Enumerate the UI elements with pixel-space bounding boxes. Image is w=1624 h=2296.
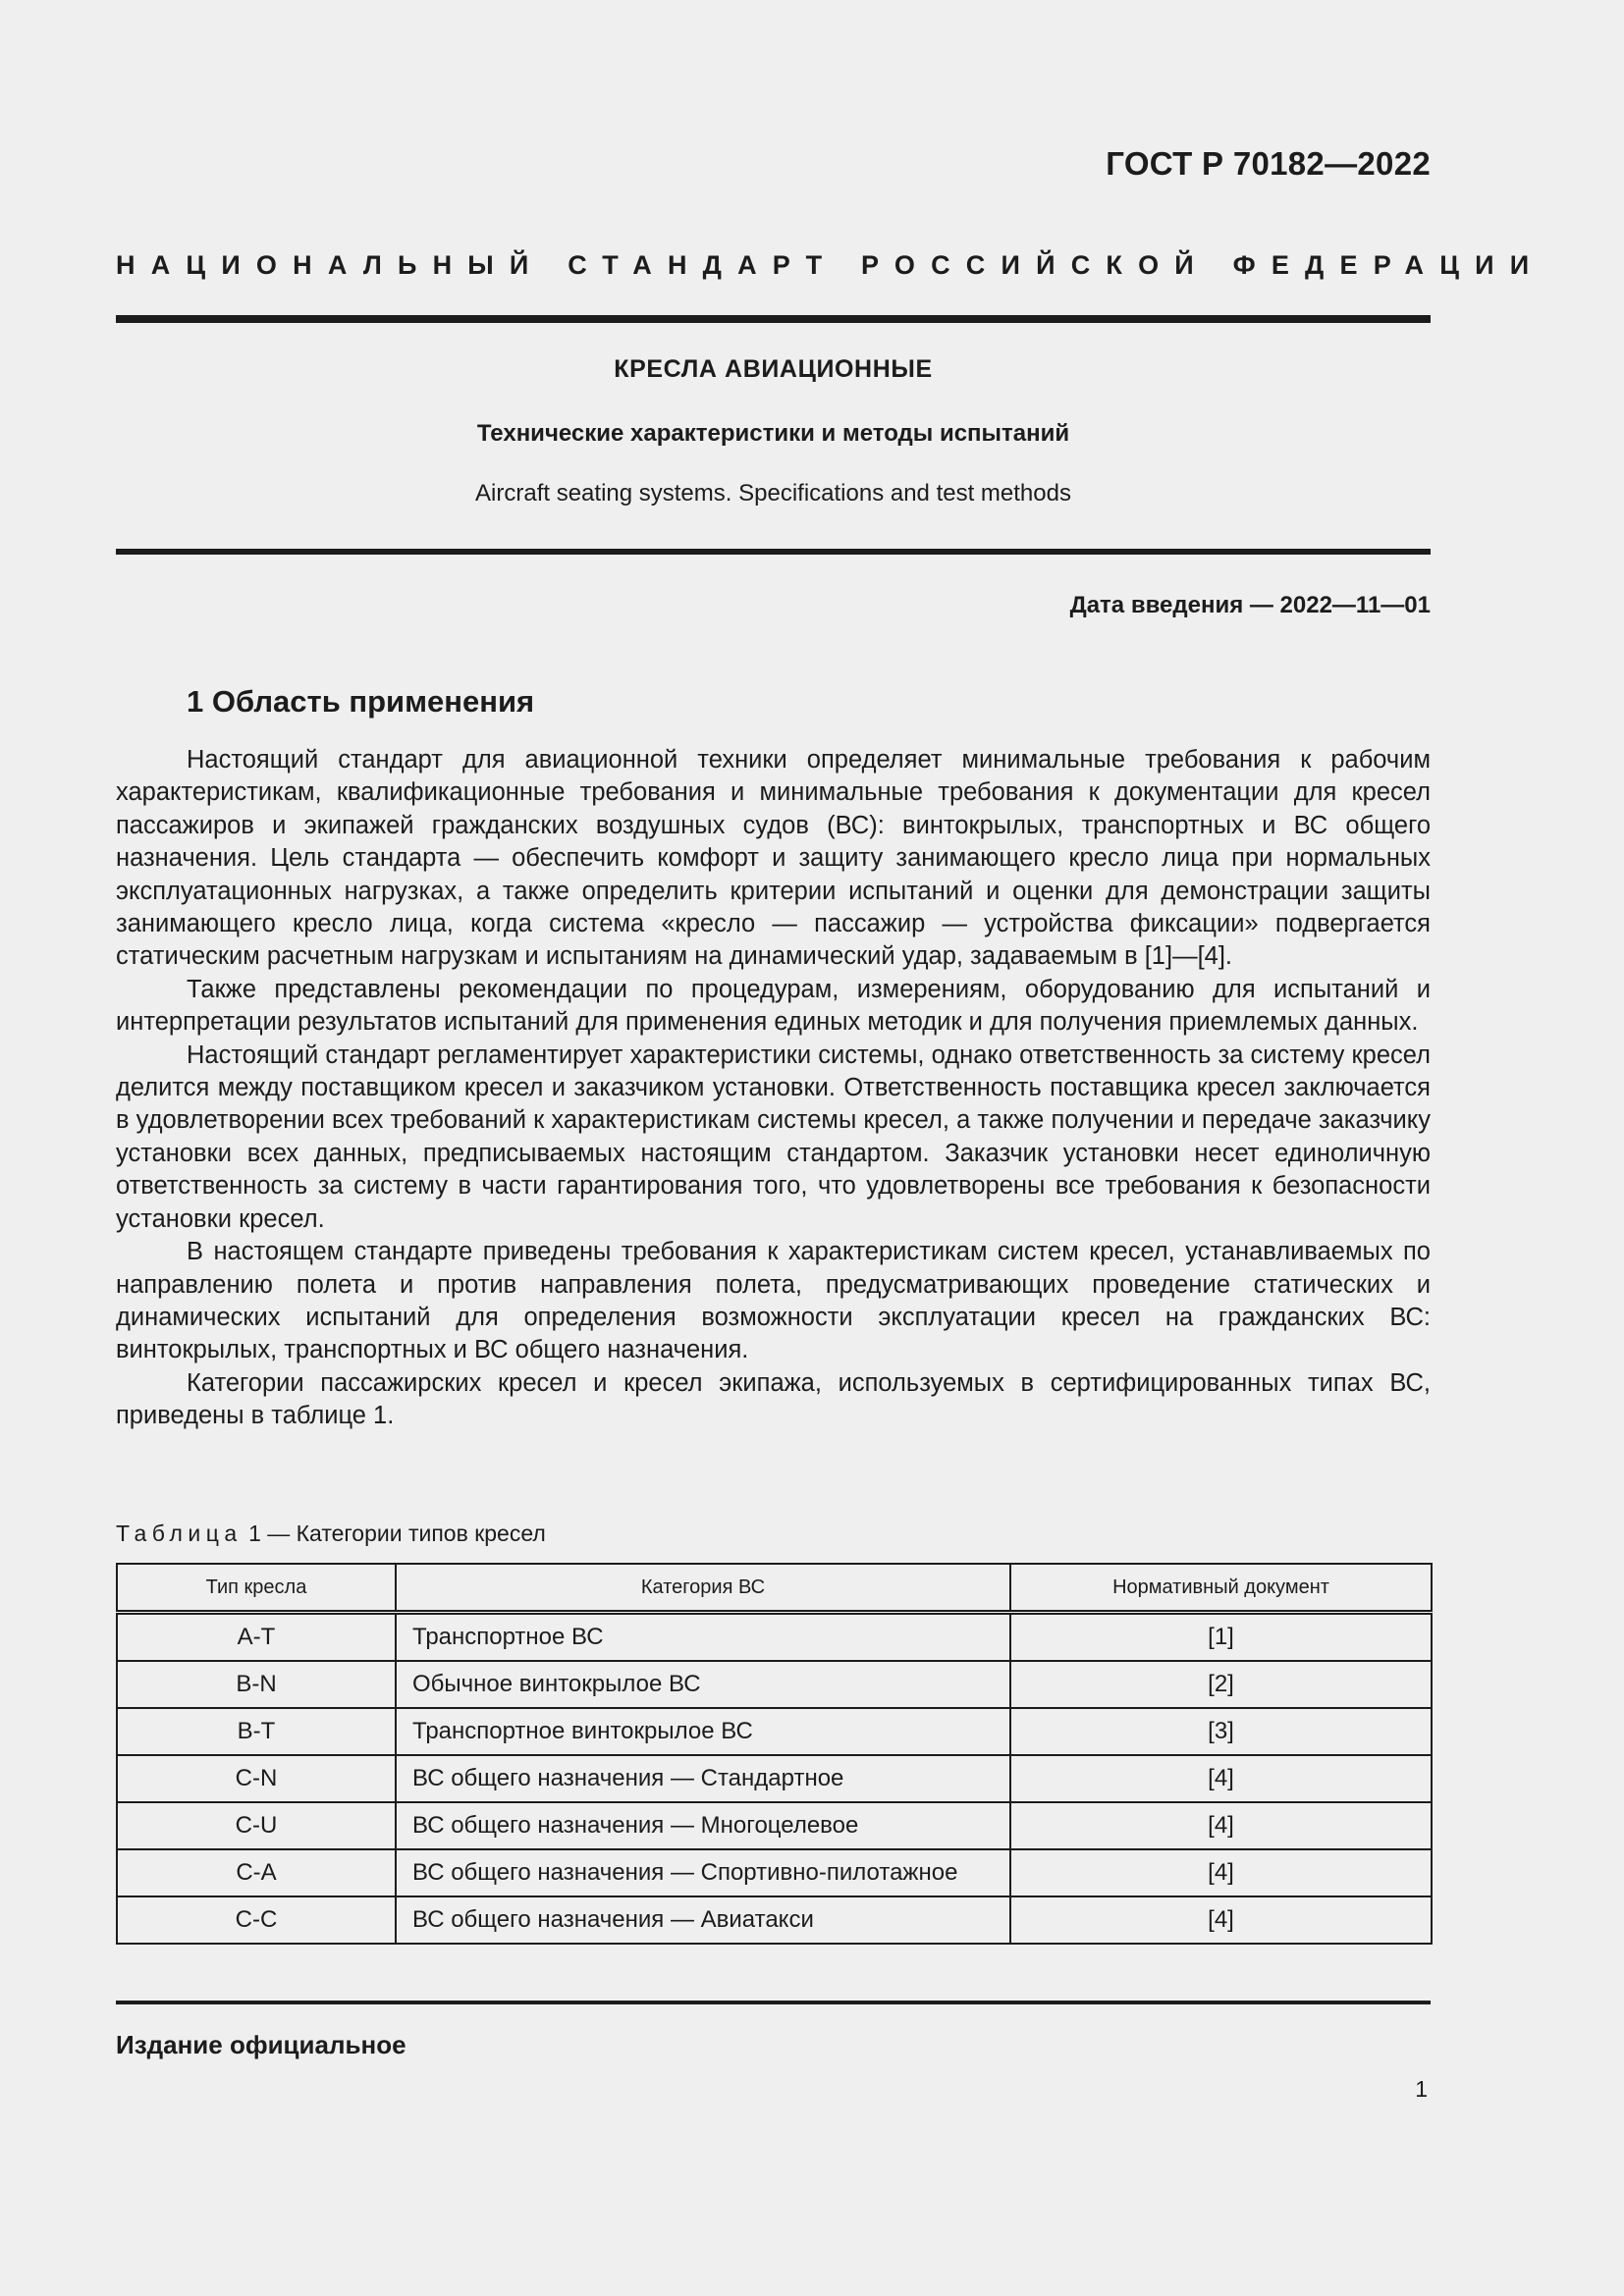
aircraft-category-cell: ВС общего назначения — Спортивно-пилотажное (396, 1849, 1010, 1896)
table-caption-text: 1 — Категории типов кресел (242, 1521, 546, 1546)
title-divider (116, 549, 1431, 555)
seat-type-cell: B-N (117, 1661, 396, 1708)
column-header-seat-type: Тип кресла (117, 1564, 396, 1613)
section-body (116, 744, 1431, 1433)
regulatory-document-cell: [4] (1010, 1849, 1432, 1896)
standard-number: ГОСТ Р 70182—2022 (1106, 145, 1431, 182)
table-header-row (117, 1564, 1432, 1613)
section-heading: 1 Область применения (187, 684, 535, 719)
aircraft-category-cell: Транспортное ВС (396, 1613, 1010, 1662)
aircraft-category-cell: ВС общего назначения — Стандартное (396, 1755, 1010, 1802)
page-number: 1 (1415, 2076, 1428, 2102)
regulatory-document-cell: [3] (1010, 1708, 1432, 1755)
aircraft-category-cell: Обычное винтокрылое ВС (396, 1661, 1010, 1708)
document-subtitle: Технические характеристики и методы испытаний (476, 420, 1070, 447)
official-edition-label: Издание официальное (116, 2030, 406, 2059)
paragraph: Категории пассажирских кресел и кресел экипажа, используемых в сертифицированных типах ВС, приведены в таблице 1. (116, 1368, 1431, 1430)
table-caption (116, 1521, 546, 1547)
paragraph: Настоящий стандарт регламентирует характеристики системы, однако ответственность за систему кресел делится между поставщиком кресел и заказчиком установки. Ответственность поставщика кресел заключается в удовлетворении всех требований к характеристикам системы кресел, а также получении и передаче заказчику установки всех данных, предписываемых настоящим стандартом. Заказчик установки несет единоличную ответственность за систему в части гарантирования того, что удовлетворены все требования к безопасности установки кресел. (116, 1041, 1431, 1233)
regulatory-document-cell: [4] (1010, 1896, 1432, 1944)
introduction-date: Дата введения — 2022—11—01 (1069, 592, 1431, 618)
regulatory-document-cell: [1] (1010, 1613, 1432, 1662)
paragraph: В настоящем стандарте приведены требования к характеристикам систем кресел, устанавливаемых по направлению полета и против направления полета, предусматривающих проведение статических и динамических испытаний для определения возможности эксплуатации кресел на гражданских ВС: винтокрылых, транспортных и ВС общего назначения. (116, 1238, 1431, 1364)
aircraft-category-cell: ВС общего назначения — Авиатакси (396, 1896, 1010, 1944)
seat-type-cell: C-C (117, 1896, 396, 1944)
table-row (117, 1896, 1432, 1944)
paragraph: Настоящий стандарт для авиационной техники определяет минимальные требования к рабочим характеристикам, квалификационные требования и минимальные требования к документации для кресел пассажиров и экипажей гражданских воздушных судов (ВС): винтокрылых, транспортных и ВС общего назначения. Цель стандарта — обеспечить комфорт и защиту занимающего кресло лица при нормальных эксплуатационных нагрузках, а также определить критерии испытаний и оценки для демонстрации защиты занимающего кресло лица, когда система «кресло — пассажир — устройства фиксации» подвергается статическим расчетным нагрузкам и испытаниям на динамический удар, задаваемым в [1]—[4]. (116, 746, 1431, 971)
aircraft-category-cell: Транспортное винтокрылое ВС (396, 1708, 1010, 1755)
column-header-aircraft-category: Категория ВС (396, 1564, 1010, 1613)
regulatory-document-cell: [2] (1010, 1661, 1432, 1708)
column-header-regulatory-document: Нормативный документ (1010, 1564, 1432, 1613)
seat-type-cell: C-U (117, 1802, 396, 1849)
footer-divider (116, 2001, 1431, 2004)
document-title: КРЕСЛА АВИАЦИОННЫЕ (614, 355, 933, 383)
table-row (117, 1755, 1432, 1802)
national-standard-title: НАЦИОНАЛЬНЫЙ СТАНДАРТ РОССИЙСКОЙ ФЕДЕРАЦИИ (116, 250, 1545, 280)
table-row (117, 1613, 1432, 1662)
header-divider (116, 315, 1431, 323)
seat-type-cell: C-A (117, 1849, 396, 1896)
table-row (117, 1661, 1432, 1708)
table-row (117, 1802, 1432, 1849)
seat-categories-table (116, 1563, 1433, 1945)
paragraph: Также представлены рекомендации по процедурам, измерениям, оборудованию для испытаний и интерпретации результатов испытаний для применения единых методик и для получения приемлемых данных. (116, 975, 1431, 1037)
table-caption-label: Таблица (116, 1521, 243, 1546)
regulatory-document-cell: [4] (1010, 1802, 1432, 1849)
seat-type-cell: C-N (117, 1755, 396, 1802)
table-row (117, 1849, 1432, 1896)
table-row (117, 1708, 1432, 1755)
seat-type-cell: B-T (117, 1708, 396, 1755)
seat-type-cell: A-T (117, 1613, 396, 1662)
document-english-title: Aircraft seating systems. Specifications and test methods (475, 480, 1071, 507)
regulatory-document-cell: [4] (1010, 1755, 1432, 1802)
aircraft-category-cell: ВС общего назначения — Многоцелевое (396, 1802, 1010, 1849)
